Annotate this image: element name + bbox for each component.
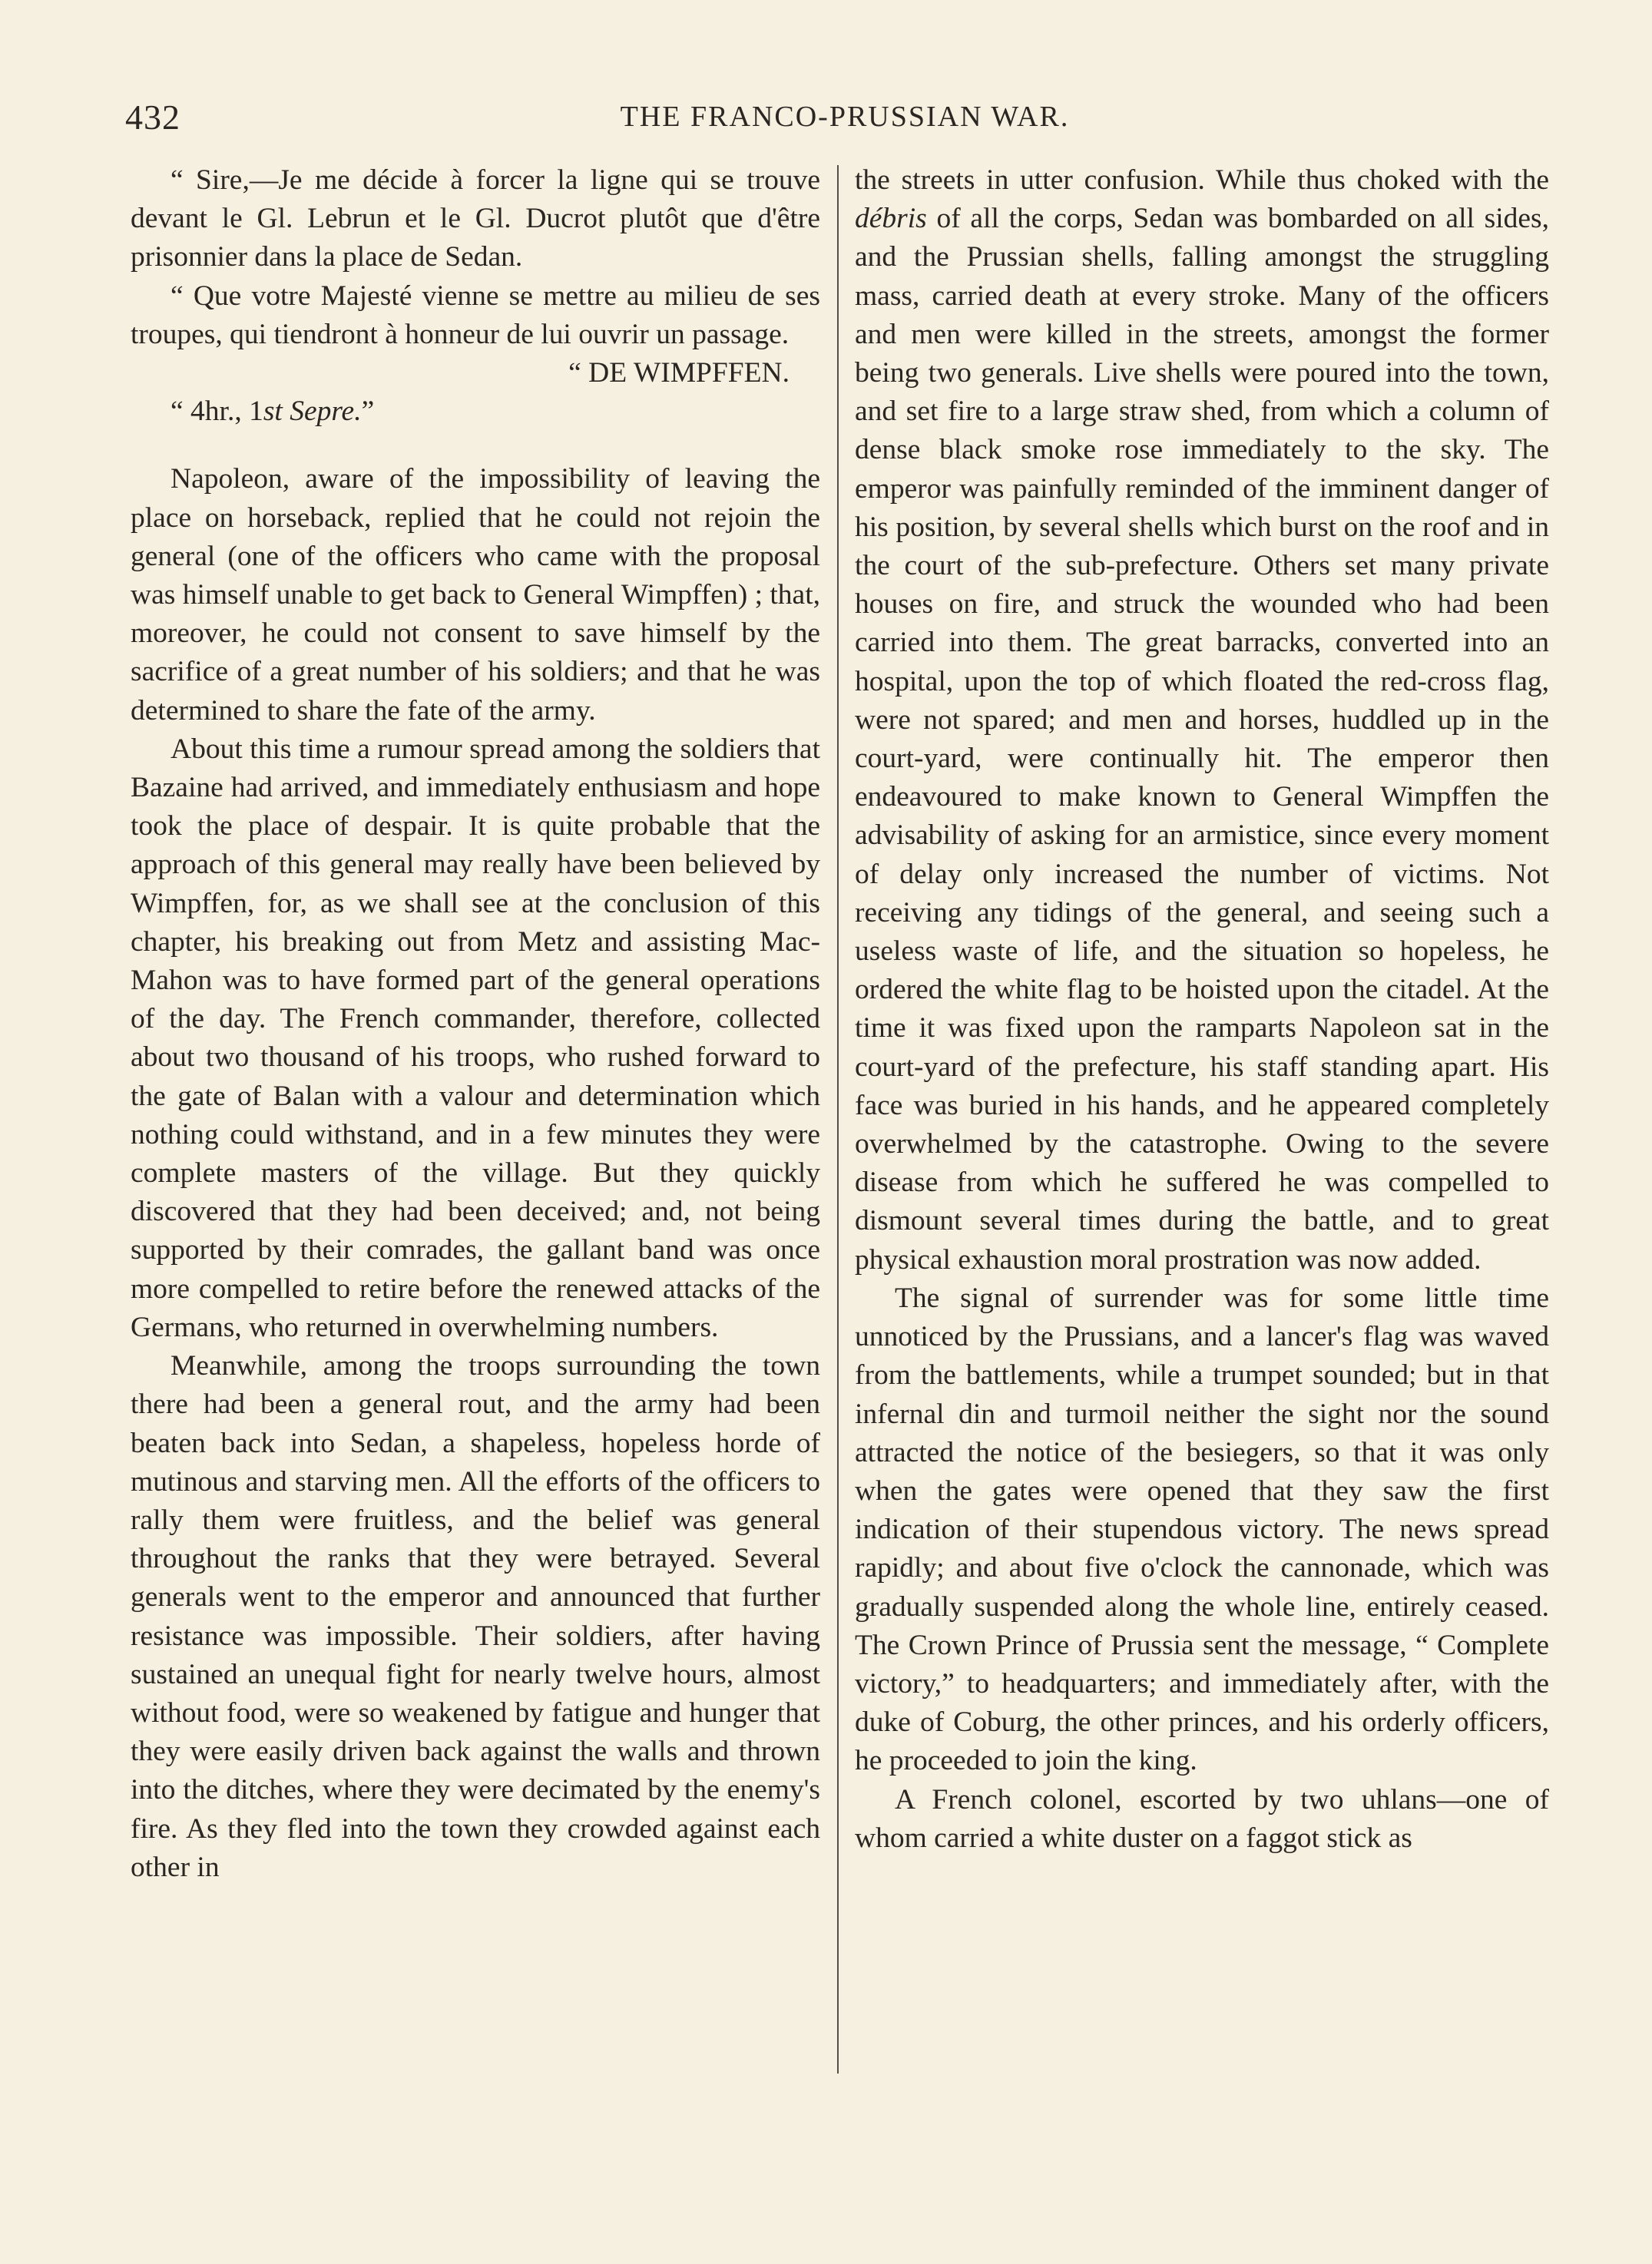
body-paragraph: About this time a rumour spread among the soldiers that Bazaine had arrived, and immediately enthusiasm and hope took the place of despair. It is quite probable that the approach of this general may really have been believed by Wimpffen, for, as we shall see at the conclusion of this chapter, his breaking out from Metz and assisting Mac-Mahon was to have formed part of the general operations of the day. The French commander, therefore, collected about two thousand of his troops, who rushed forward to the gate of Balan with a valour and determination which nothing could withstand, and in a few minutes they were complete masters of the village. But they quickly discovered that they had been deceived; and, not being supported by their comrades, the gallant band was once more compelled to retire before the renewed attacks of the Germans, who returned in overwhelming numbers. — [131, 733, 820, 1343]
body-paragraph: A French colonel, escorted by two uhlans—one of whom carried a white duster on a faggot stick as — [855, 1783, 1549, 1854]
letter-date-prefix: “ 4hr., 1 — [170, 396, 263, 428]
text-run: the streets in utter confusion. While thus choked with the — [855, 164, 1549, 196]
letter-date-italic: st Sepre. — [263, 396, 362, 428]
letter-date — [131, 392, 820, 431]
letter-date-suffix: ” — [361, 396, 375, 428]
text-run: of all the corps, Sedan was bombarded on all sides, and the Prussian shells, falling amongst the struggling mass, carried death at every stroke. Many of the officers and men were killed in the streets, amongst the former being two generals. Live shells were poured into the town, and set fire to a large straw shed, from which a column of dense black smoke rose immediately to the sky. The emperor was painfully reminded of the imminent danger of his position, by several shells which burst on the roof and in the court of the sub-prefecture. Others set many private houses on fire, and struck the wounded who had been carried into them. The great barracks, converted into an hospital, upon the top of which floated the red-cross flag, were not spared; and men and horses, huddled up in the court-yard, were continually hit. The emperor then endeavoured to make known to General Wimpffen the advisability of asking for an armistice, since every moment of delay only increased the number of victims. Not receiving any tidings of the general, and seeing such a useless waste of life, and the situation so hopeless, he ordered the white flag to be hoisted upon the citadel. At the time it was fixed upon the ramparts Napoleon sat in the court-yard of the prefecture, his staff standing apart. His face was buried in his hands, and he appeared completely overwhelmed by the catastrophe. Owing to the severe disease from which he suffered he was compelled to dismount several times during the battle, and to great physical exhaustion moral prostration was now added. — [855, 203, 1549, 1276]
letter-paragraph-1: “ Sire,—Je me décide à forcer la ligne qui se trouve devant le Gl. Lebrun et le Gl. Ducrot plutôt que d'être prisonnier dans la place de Sedan. — [131, 164, 820, 273]
letter-signature: “ DE WIMPFFEN. — [568, 357, 790, 389]
running-head: THE FRANCO-PRUSSIAN WAR. — [620, 101, 1070, 133]
letter-paragraph-2: “ Que votre Majesté vienne se mettre au milieu de ses troupes, qui tiendront à honneur de lui ouvrir un passage. — [131, 280, 820, 350]
column-divider — [837, 165, 839, 2074]
body-paragraph: The signal of surrender was for some little time unnoticed by the Prussians, and a lancer's flag was waved from the battlements, while a trumpet sounded; but in that infernal din and turmoil neither the sight nor the sound attracted the notice of the besiegers, so that it was only when the gates were opened that they saw the first indication of their stupendous victory. The news spread rapidly; and about five o'clock the cannonade, which was gradually suspended along the whole line, entirely ceased. The Crown Prince of Prussia sent the message, “ Complete victory,” to headquarters; and immediately after, with the duke of Coburg, the other princes, and his orderly officers, he proceeded to join the king. — [855, 1282, 1549, 1777]
left-column — [131, 161, 820, 1887]
italic-text: débris — [855, 203, 927, 235]
right-column — [855, 161, 1549, 1858]
body-paragraph: Meanwhile, among the troops surrounding the town there had been a general rout, and the army had been beaten back into Sedan, a shapeless, hopeless horde of mutinous and starving men. All the efforts of the officers to rally them were fruitless, and the belief was general throughout the ranks that they were betrayed. Several generals went to the emperor and announced that further resistance was impossible. Their soldiers, after having sustained an unequal fight for nearly twelve hours, almost without food, were so weakened by fatigue and hunger that they were easily driven back against the walls and thrown into the ditches, where they were decimated by the enemy's fire. As they fled into the town they crowded against each other in — [131, 1350, 820, 1883]
body-paragraph — [855, 161, 1549, 1279]
page-number: 432 — [125, 98, 180, 137]
body-paragraph: Napoleon, aware of the impossibility of leaving the place on horseback, replied that he could not rejoin the general (one of the officers who came with the proposal was himself unable to get back to General Wimpffen) ; that, moreover, he could not consent to save himself by the sacrifice of a great number of his soldiers; and that he was determined to share the fate of the army. — [131, 463, 820, 727]
